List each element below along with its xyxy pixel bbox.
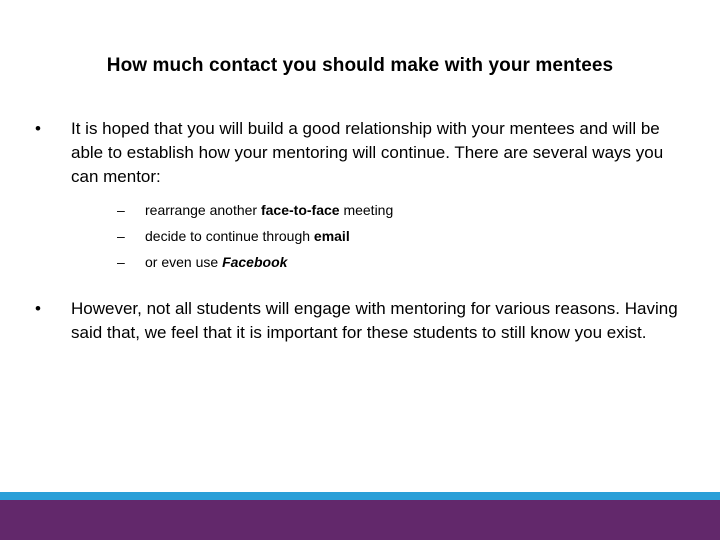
slide-title: How much contact you should make with your mentees xyxy=(106,55,614,76)
footer-band xyxy=(0,500,720,540)
sub-bullet-suffix: meeting xyxy=(339,202,394,218)
sub-bullet-prefix: decide to continue through xyxy=(145,228,314,244)
sub-bullet-emphasis: face-to-face xyxy=(260,202,340,218)
footer-accent-line xyxy=(0,492,720,500)
sub-bullet-item-email xyxy=(71,223,688,249)
dash-marker: – xyxy=(117,228,125,244)
slide-content xyxy=(28,117,688,345)
dash-marker: – xyxy=(117,202,125,218)
bullet-marker: • xyxy=(35,119,41,138)
bullet-item-1 xyxy=(28,117,688,275)
sub-bullet-prefix: or even use xyxy=(145,254,223,270)
bullet-marker: • xyxy=(35,299,41,318)
bullet-text: It is hoped that you will build a good relationship with your mentees and will be able to establish how your mentoring will continue. There are several ways you can mentor: xyxy=(71,119,664,186)
sub-bullet-emphasis: Facebook xyxy=(222,254,288,270)
sub-bullet-item-facebook xyxy=(71,249,688,275)
sub-bullet-emphasis: email xyxy=(313,228,350,244)
bullet-text: However, not all students will engage with mentoring for various reasons. Having said that, we feel that it is important for these students to still know you exist. xyxy=(71,299,678,342)
sub-bullet-list xyxy=(71,197,688,275)
dash-marker: – xyxy=(117,254,125,270)
bullet-item-2 xyxy=(28,297,688,345)
sub-bullet-prefix: rearrange another xyxy=(145,202,261,218)
sub-bullet-item-face-to-face xyxy=(71,197,688,223)
